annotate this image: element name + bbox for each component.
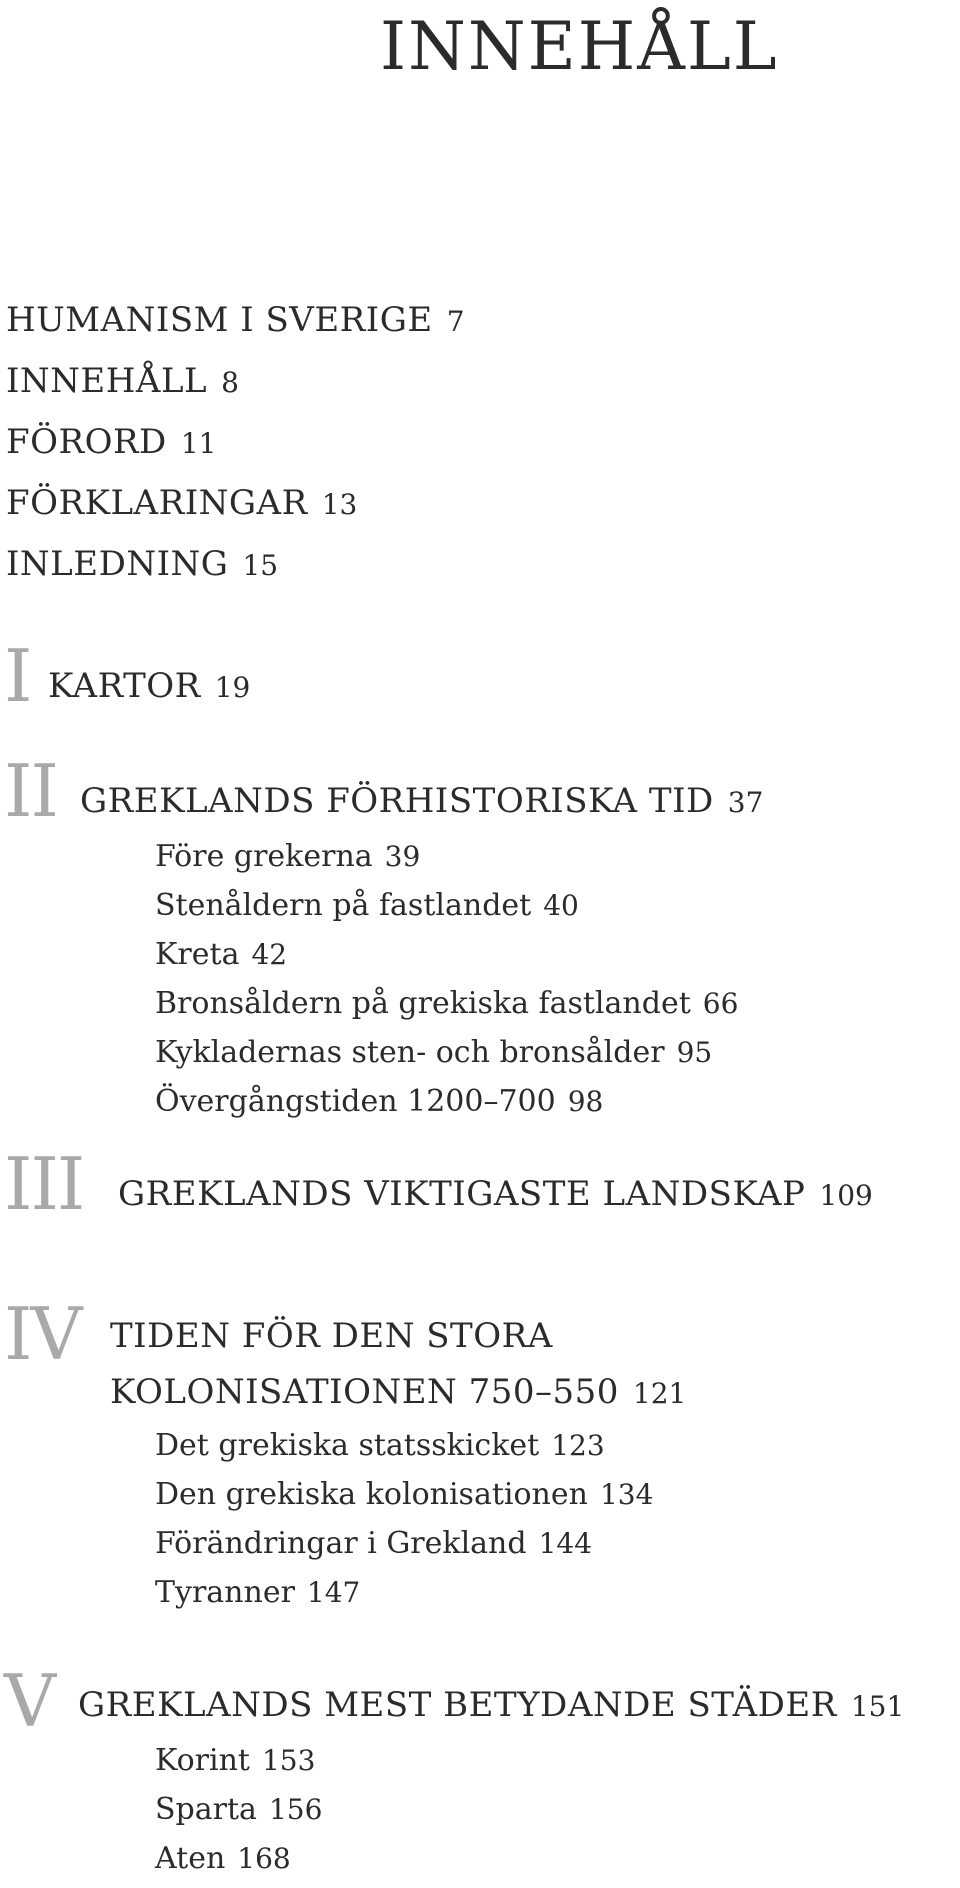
front-item-forord xyxy=(6,422,465,483)
chapter-list xyxy=(155,1741,322,1888)
part-title-text: GREKLANDS FÖRHISTORISKA TID xyxy=(80,781,714,821)
page-number: 168 xyxy=(237,1842,291,1875)
chapter-label: Före grekerna xyxy=(155,839,373,874)
chapter-item xyxy=(155,935,738,984)
chapter-label: Aten xyxy=(155,1841,226,1876)
chapter-label: Övergångstiden 1200–700 xyxy=(155,1084,556,1119)
entry-label: FÖRORD xyxy=(6,422,167,462)
page-number: 40 xyxy=(543,889,579,922)
chapter-item xyxy=(155,1524,653,1573)
chapter-label: Tyranner xyxy=(155,1575,295,1610)
chapter-item xyxy=(155,1082,738,1131)
chapter-item xyxy=(155,1790,322,1839)
part-title-text: GREKLANDS MEST BETYDANDE STÄDER xyxy=(78,1685,837,1725)
chapter-item xyxy=(155,984,738,1033)
front-item-forklaringar xyxy=(6,483,465,544)
page-number: 123 xyxy=(551,1429,605,1462)
part-title xyxy=(80,773,763,831)
entry-label: INLEDNING xyxy=(6,544,229,584)
chapter-item xyxy=(155,1475,653,1524)
front-item-humanism xyxy=(6,300,465,361)
chapter-list xyxy=(155,1426,653,1622)
page-title: INNEHÅLL xyxy=(380,8,779,85)
page-number: 15 xyxy=(242,549,279,582)
page-number: 147 xyxy=(306,1576,361,1609)
page-number: 7 xyxy=(446,305,465,338)
chapter-label: Sparta xyxy=(155,1792,257,1827)
chapter-item xyxy=(155,1426,653,1475)
page-number: 144 xyxy=(538,1527,593,1560)
chapter-item xyxy=(155,1573,653,1622)
part-numeral: II xyxy=(4,749,57,833)
page-number: 156 xyxy=(268,1793,323,1826)
page-number: 66 xyxy=(702,987,739,1020)
chapter-item xyxy=(155,886,738,935)
front-item-inledning xyxy=(6,544,465,605)
part-title xyxy=(110,1308,686,1422)
page-number: 109 xyxy=(819,1179,873,1212)
page-number: 98 xyxy=(567,1085,604,1118)
page-number: 39 xyxy=(384,840,421,873)
page-number: 134 xyxy=(599,1478,654,1511)
part-title-text: GREKLANDS VIKTIGASTE LANDSKAP xyxy=(118,1174,806,1214)
front-item-innehall xyxy=(6,361,465,422)
page-number: 95 xyxy=(676,1036,713,1069)
part-numeral: IV xyxy=(4,1292,81,1376)
chapter-label: Stenåldern på fastlandet xyxy=(155,888,532,923)
part-title xyxy=(118,1166,873,1224)
page-number: 121 xyxy=(632,1377,687,1410)
chapter-item xyxy=(155,1741,322,1790)
chapter-label: Kykladernas sten- och bronsålder xyxy=(155,1035,665,1070)
entry-label: HUMANISM I SVERIGE xyxy=(6,300,433,340)
page-number: 8 xyxy=(221,366,239,399)
page-number: 19 xyxy=(214,671,251,704)
front-matter-list xyxy=(6,300,465,605)
entry-label: FÖRKLARINGAR xyxy=(6,483,308,523)
chapter-label: Kreta xyxy=(155,937,240,972)
chapter-label: Bronsåldern på grekiska fastlandet xyxy=(155,986,691,1021)
chapter-label: Korint xyxy=(155,1743,250,1778)
part-title-line-2: KOLONISATIONEN 750–550 xyxy=(110,1372,619,1412)
page-number: 37 xyxy=(727,786,764,819)
part-numeral: III xyxy=(4,1142,84,1226)
page-number: 151 xyxy=(850,1690,905,1723)
part-numeral: V xyxy=(4,1659,54,1743)
chapter-item xyxy=(155,1033,738,1082)
page-number: 42 xyxy=(251,938,288,971)
part-title-line-1: TIDEN FÖR DEN STORA xyxy=(110,1316,553,1356)
part-title xyxy=(48,658,250,716)
part-title-text: KARTOR xyxy=(48,666,201,706)
chapter-label: Förändringar i Grekland xyxy=(155,1526,527,1561)
chapter-list xyxy=(155,837,738,1131)
page-number: 153 xyxy=(261,1744,316,1777)
chapter-label: Den grekiska kolonisationen xyxy=(155,1477,588,1512)
chapter-item xyxy=(155,837,738,886)
part-numeral: I xyxy=(4,634,31,718)
page-number: 13 xyxy=(321,488,358,521)
chapter-label: Det grekiska statsskicket xyxy=(155,1428,540,1463)
chapter-item xyxy=(155,1839,322,1888)
part-title xyxy=(78,1677,904,1735)
entry-label: INNEHÅLL xyxy=(6,361,208,401)
page-number: 11 xyxy=(180,427,217,460)
